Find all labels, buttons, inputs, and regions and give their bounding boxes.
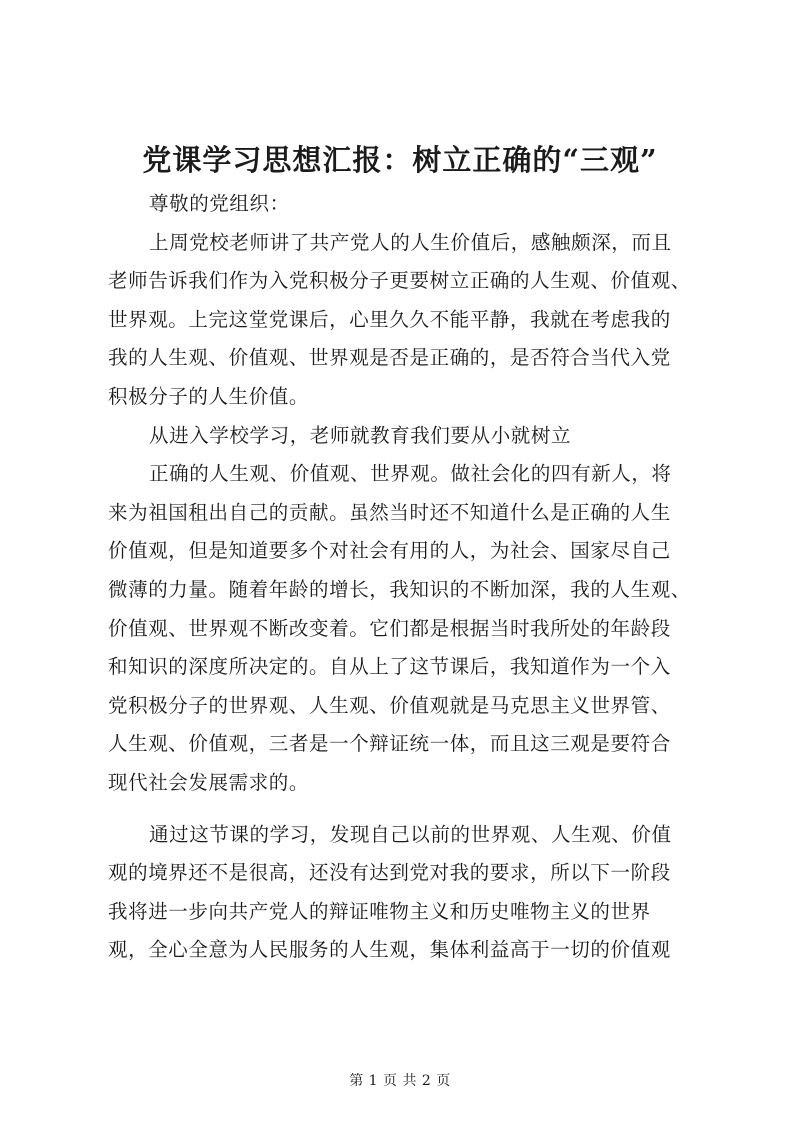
document-title: 党课学习思想汇报：树立正确的“三观” [142,143,658,177]
paragraph-line: 现代社会发展需求的。 [108,770,310,794]
paragraph-line: 观，全心全意为人民服务的人生观，集体利益高于一切的价值观 [108,938,671,962]
document-body [108,185,704,970]
paragraph-line: 微薄的力量。随着年龄的增长，我知识的不断加深，我的人生观、 [108,577,691,601]
paragraph-line: 人生观、价值观，三者是一个辩证统一体，而且这三观是要符合 [108,732,671,756]
paragraph-line: 上周党校老师讲了共产党人的人生价值后，感触颇深，而且 [149,230,672,254]
paragraph-line: 价值观，但是知道要多个对社会有用的人，为社会、国家尽自己 [108,539,671,563]
paragraph-line: 价值观、世界观不断改变着。它们都是根据当时我所处的年龄段 [108,616,671,640]
paragraph-line: 正确的人生观、价值观、世界观。做社会化的四有新人，将 [149,462,672,486]
paragraph-line: 和知识的深度所决定的。自从上了这节课后，我知道作为一个入 [108,655,671,679]
paragraph-line: 积极分子的人生价值。 [108,384,310,408]
paragraph-line: 我将进一步向共产党人的辩证唯物主义和历史唯物主义的世界 [108,899,651,923]
paragraph-line: 党积极分子的世界观、人生观、价值观就是马克思主义世界管、 [108,693,671,717]
paragraph-line: 观的境界还不是很高，还没有达到党对我的要求，所以下一阶段 [108,861,671,885]
paragraph-line: 老师告诉我们作为入党积极分子更要树立正确的人生观、价值观、 [108,269,691,293]
paragraph-line: 我的人生观、价值观、世界观是否是正确的，是否符合当代入党 [108,346,671,370]
paragraph-line: 从进入学校学习，老师就教育我们要从小就树立 [149,423,572,447]
paragraph-line: 来为祖国租出自己的贡献。虽然当时还不知道什么是正确的人生 [108,500,671,524]
page-number-footer: 第 1 页 共 2 页 [349,1073,451,1089]
salutation-line: 尊敬的党组织： [149,192,290,215]
paragraph-gap [108,803,704,816]
paragraph-line: 通过这节课的学习，发现自己以前的世界观、人生观、价值 [149,822,672,846]
paragraph-line: 世界观。上完这堂党课后，心里久久不能平静，我就在考虑我的 [108,307,671,331]
